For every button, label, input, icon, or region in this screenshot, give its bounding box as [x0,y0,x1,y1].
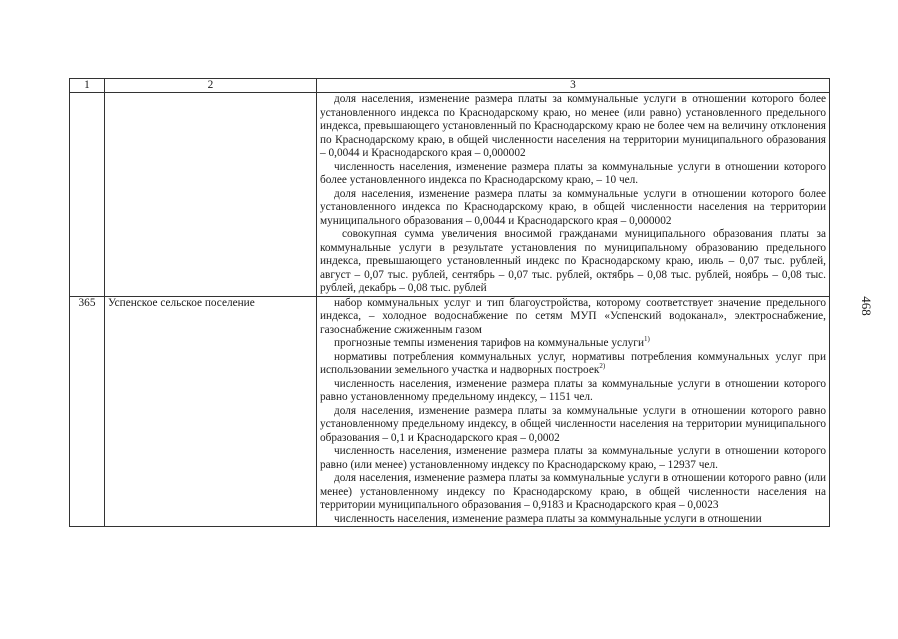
row-content [317,93,830,297]
paragraph: доля населения, изменение размера платы за коммунальные услуги в отношении которого более установленного индекса по Краснодарскому краю, но менее (или равно) установленного предельного индекса, превышающего установленный по Краснодарскому краю не более чем на величину отклонения по Краснодарскому краю, в общей численности населения на территории муниципального образования – 0,0044 и Краснодарского края – 0,000002 [320,93,826,159]
municipality-name: Успенское сельское поселение [105,296,317,527]
footnote-mark: 1) [644,335,650,344]
paragraph: набор коммунальных услуг и тип благоустройства, которому соответствует значение предельного индекса, – холодное водоснабжение по сетям МУП «Успенский водоканал», электроснабжение, газоснабжение сжиженным газом [320,296,826,336]
paragraph: доля населения, изменение размера платы за коммунальные услуги в отношении которого равно установленному предельному индексу, в общей численности населения на территории муниципального образования – 0,1 и Краснодарского края – 0,0002 [320,404,826,444]
paragraph: совокупная сумма увеличения вносимой гражданами муниципального образования платы за коммунальные услуги в результате установления по муниципальному образованию предельного индекса, превышающего установленный индекс по Краснодарскому краю, июль – 0,07 тыс. рублей, август – 0,07 тыс. рублей, сентябрь – 0,07 тыс. рублей, октябрь – 0,08 тыс. рублей, ноябрь – 0,08 тыс. рублей, декабрь – 0,08 тыс. рублей [320,228,826,294]
paragraph [320,351,826,378]
document-table [69,78,830,527]
paragraph-text: прогнозные темпы изменения тарифов на коммунальные услуги [334,337,644,349]
header-col-1: 1 [70,79,105,93]
header-col-3: 3 [317,79,830,93]
paragraph: численность населения, изменение размера платы за коммунальные услуги в отношении которого более установленного индекса по Краснодарскому краю, – 10 чел. [320,160,826,186]
table-row [70,93,830,297]
page-number: 468 [859,296,874,316]
paragraph: доля населения, изменение размера платы за коммунальные услуги в отношении которого более установленного индекса по Краснодарскому краю, в общей численности населения на территории муниципального образования – 0,0044 и Краснодарского края – 0,000002 [320,187,826,227]
paragraph: численность населения, изменение размера платы за коммунальные услуги в отношении которого равно установленному предельному индексу, – 1151 чел. [320,377,826,403]
paragraph: численность населения, изменение размера платы за коммунальные услуги в отношении [334,512,762,525]
paragraph-text: нормативы потребления коммунальных услуг, нормативы потребления коммунальных услуг при использовании земельного участка и надворных построек [320,350,826,376]
footnote-mark: 2) [599,362,606,371]
row-number: 365 [70,296,105,527]
table-row [70,296,830,527]
paragraph: численность населения, изменение размера платы за коммунальные услуги в отношении которого равно (или менее) установленному индексу по Краснодарскому краю, – 12937 чел. [320,445,826,471]
header-col-2: 2 [105,79,317,93]
table-header-row [70,79,830,93]
paragraph: доля населения, изменение размера платы за коммунальные услуги в отношении которого равно (или менее) установленному индексу по Краснодарскому краю, в общей численности населения на территории муниципального образования – 0,9183 и Краснодарского края – 0,0023 [320,472,826,511]
row-content [317,296,830,527]
municipality-name [105,93,317,297]
paragraph [320,337,826,351]
row-number [70,93,105,297]
